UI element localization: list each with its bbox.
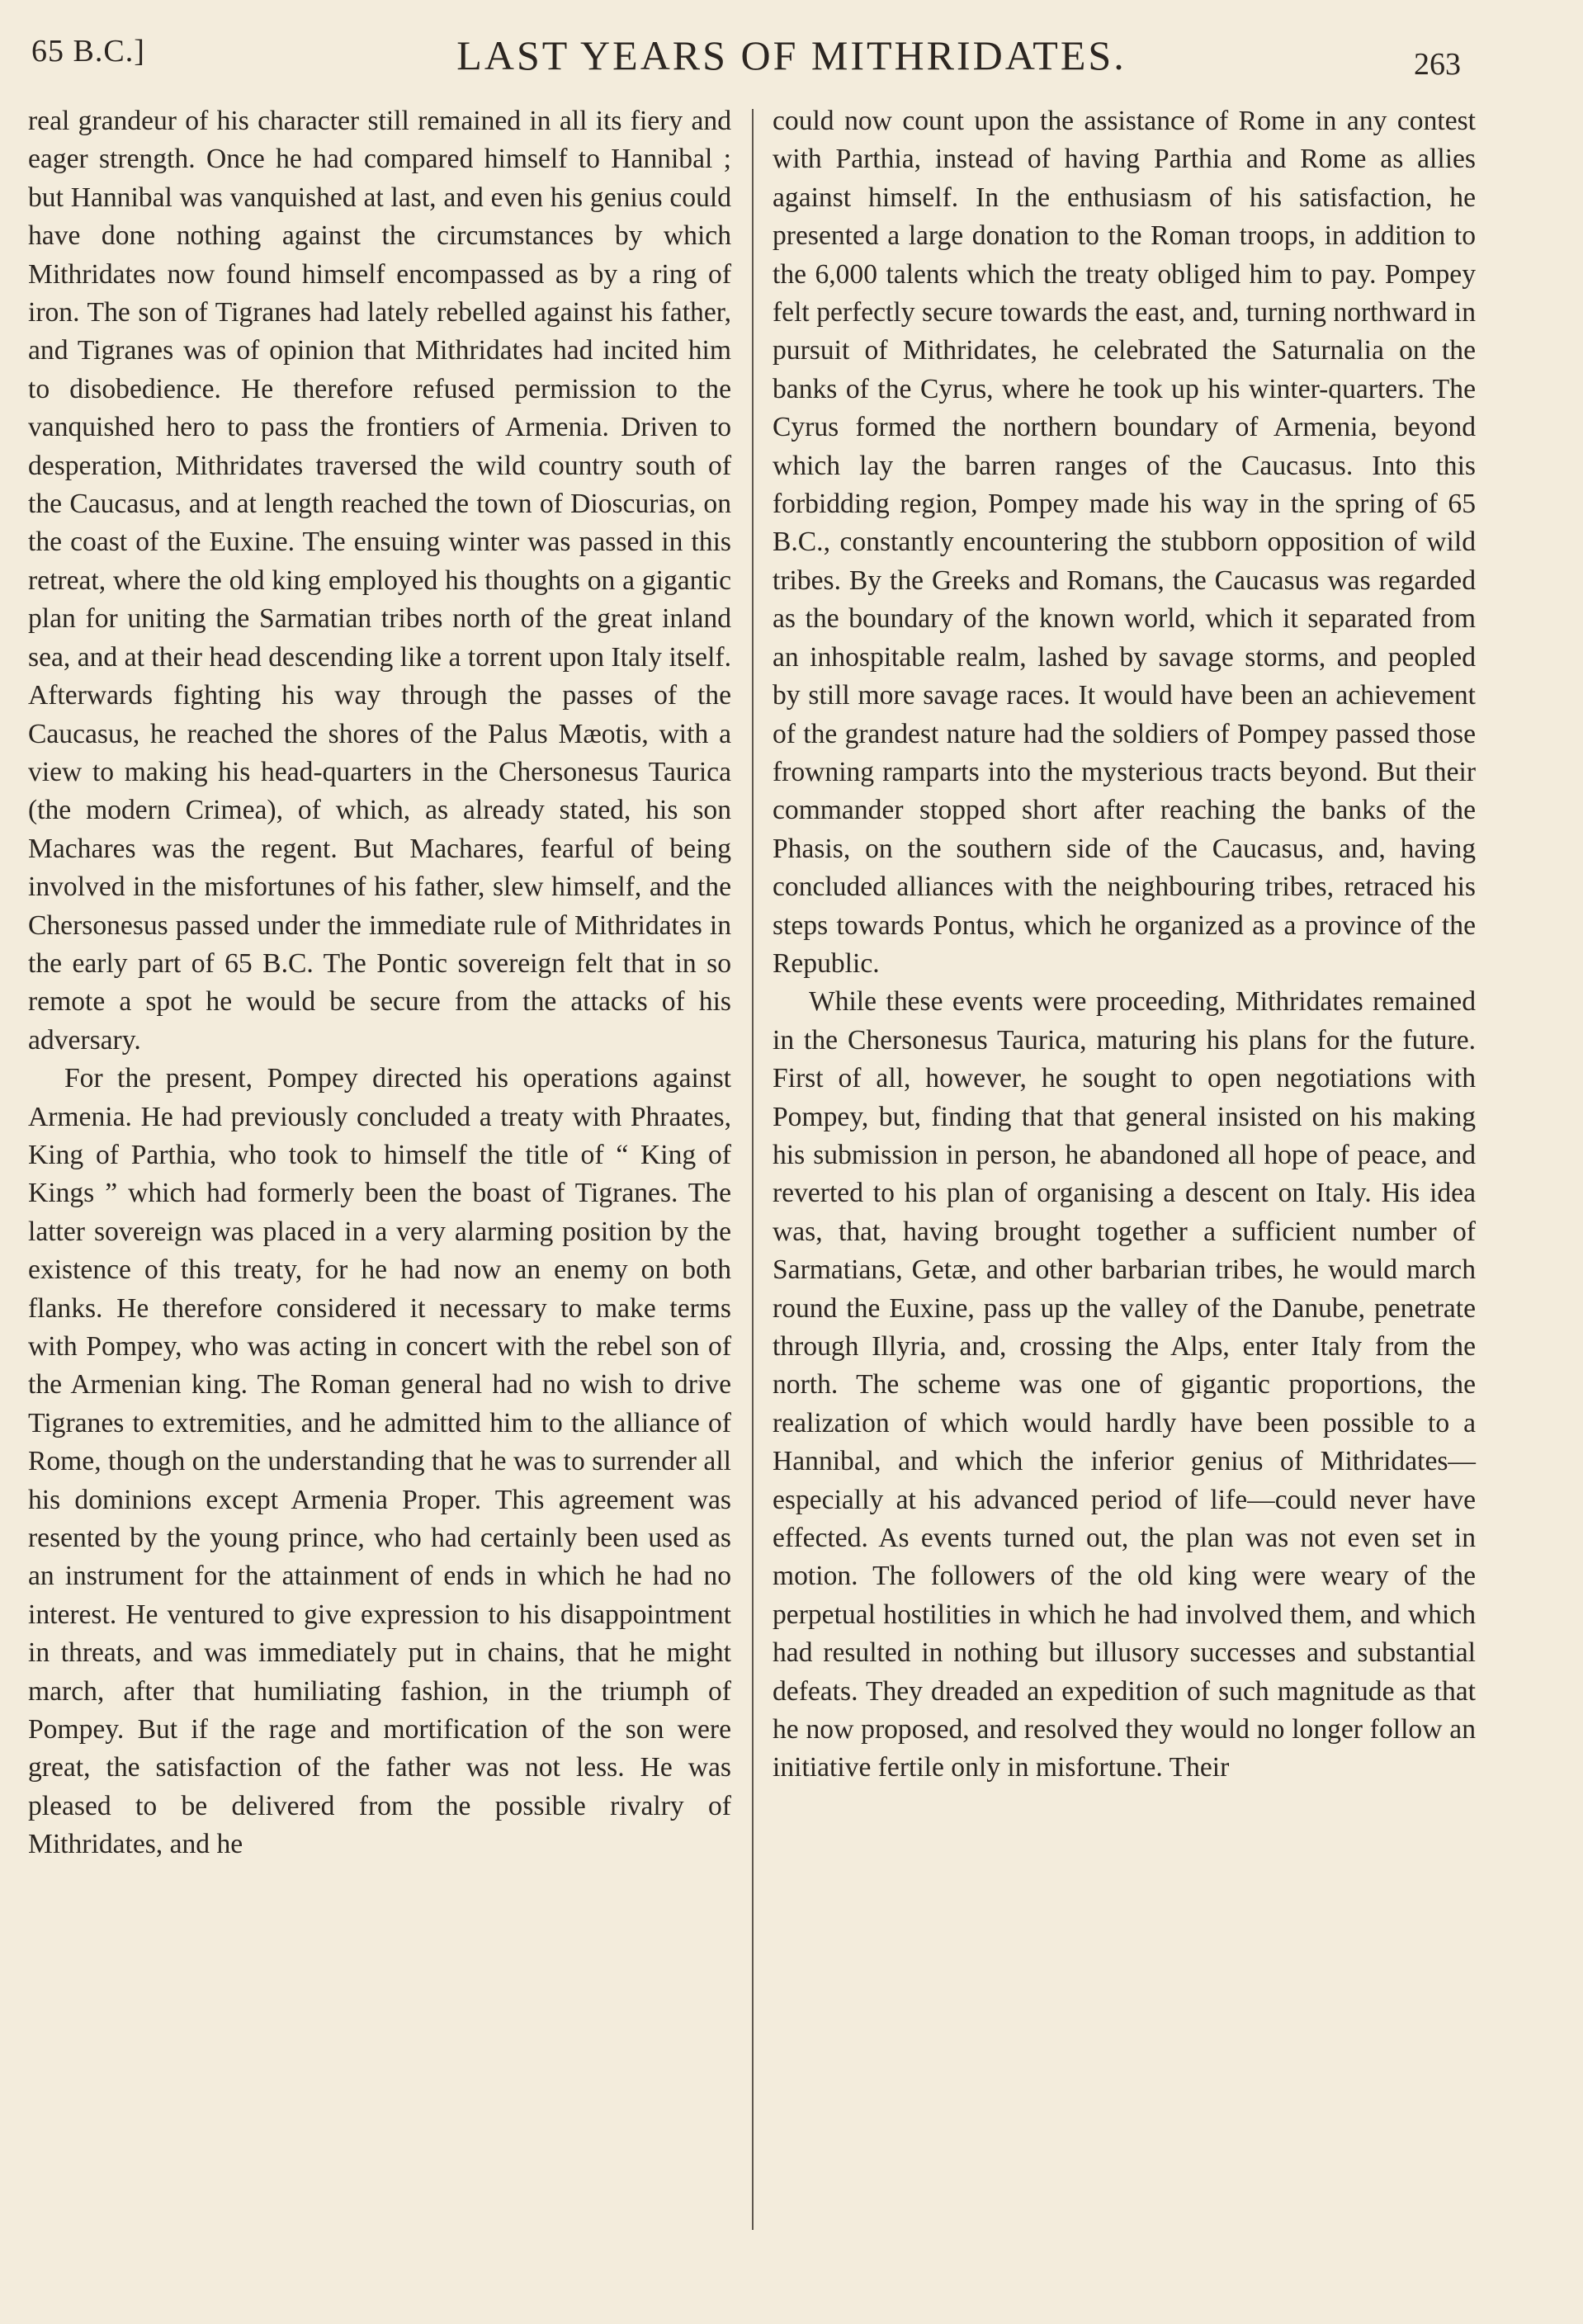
paragraph: While these events were proceeding, Mithridates remained in the Chersonesus Taurica, maturing his plans for the future. First of all, however, he sought to open negotiations with Pompey, but, finding that that general insisted on his making his submission in person, he abandoned all hope of peace, and reverted to his plan of organising a descent on Italy. His idea was, that, having brought together a sufficient number of Sarmatians, Getæ, and other barbarian tribes, he would march round the Euxine, pass up the valley of the Danube, penetrate through Illyria, and, crossing the Alps, enter Italy from the north. The scheme was one of gigantic proportions, the realization of which would hardly have been possible to a Hannibal, and which the inferior genius of Mithridates—especially at his advanced period of life—could never have effected. As events turned out, the plan was not even set in motion. The followers of the old king were weary of the perpetual hostilities in which he had involved them, and which had resulted in nothing but illusory successes and substantial defeats. They dreaded an expedition of such magnitude as that he now proposed, and resolved they would no longer follow an initiative fertile only in misfortune. Their (773, 986, 1476, 1783)
right-column (773, 102, 1476, 1788)
left-column (28, 102, 731, 1864)
paragraph: For the present, Pompey directed his operations against Armenia. He had previously concluded a treaty with Phraates, King of Parthia, who took to himself the title of “ King of Kings ” which had formerly been the boast of Tigranes. The latter sovereign was placed in a very alarming position by the existence of this treaty, for he had now an enemy on both flanks. He therefore considered it necessary to make terms with Pompey, who was acting in concert with the rebel son of the Armenian king. The Roman general had no wish to drive Tigranes to extremities, and he admitted him to the alliance of Rome, though on the understanding that he was to surrender all his dominions except Armenia Proper. This agreement was resented by the young prince, who had certainly been used as an instrument for the attainment of ends in which he had no interest. He ventured to give expression to his disappointment in threats, and was immediately put in chains, that he might march, after that humiliating fashion, in the triumph of Pompey. But if the rage and mortification of the son were great, the satisfaction of the father was not less. He was pleased to be delivered from the possible rivalry of Mithridates, and he (28, 1063, 731, 1860)
paragraph: real grandeur of his character still remained in all its fiery and eager strength. Once he had compared himself to Hannibal ; but Hannibal was vanquished at last, and even his genius could have done nothing against the circumstances by which Mithridates now found himself encompassed as by a ring of iron. The son of Tigranes had lately rebelled against his father, and Tigranes was of opinion that Mithridates had incited him to disobedience. He therefore refused permission to the vanquished hero to pass the frontiers of Armenia. Driven to desperation, Mithridates traversed the wild country south of the Caucasus, and at length reached the town of Dioscurias, on the coast of the Euxine. The ensuing winter was passed in this retreat, where the old king employed his thoughts on a gigantic plan for uniting the Sarmatian tribes north of the great inland sea, and at their head descending like a torrent upon Italy itself. Afterwards fighting his way through the passes of the Caucasus, he reached the shores of the Palus Mæotis, with a view to making his head-quarters in the Chersonesus Taurica (the modern Crimea), of which, as already stated, his son Machares was the regent. But Machares, fearful of being involved in the misfortunes of his father, slew himself, and the Chersonesus passed under the immediate rule of Mithridates in the early part of 65 B.C. The Pontic sovereign felt that in so remote a spot he would be secure from the attacks of his adversary. (28, 106, 731, 1056)
paragraph: could now count upon the assistance of Rome in any contest with Parthia, instead of having Parthia and Rome as allies against himself. In the enthusiasm of his satisfaction, he presented a large donation to the Roman troops, in addition to the 6,000 talents which the treaty obliged him to pay. Pompey felt perfectly secure towards the east, and, turning northward in pursuit of Mithridates, he celebrated the Saturnalia on the banks of the Cyrus, where he took up his winter-quarters. The Cyrus formed the northern boundary of Armenia, beyond which lay the barren ranges of the Caucasus. Into this forbidding region, Pompey made his way in the spring of 65 B.C., constantly encountering the stubborn opposition of wild tribes. By the Greeks and Romans, the Caucasus was regarded as the boundary of the known world, which it separated from an inhospitable realm, lashed by savage storms, and peopled by still more savage races. It would have been an achievement of the grandest nature had the soldiers of Pompey passed those frowning ramparts into the mysterious tracts beyond. But their commander stopped short after reaching the banks of the Phasis, on the southern side of the Caucasus, and, having concluded alliances with the neighbouring tribes, retraced his steps towards Pontus, which he organized as a province of the Republic. (773, 106, 1476, 979)
page-number: 263 (1414, 47, 1461, 82)
running-head (0, 28, 1583, 86)
running-head-date: 65 B.C.] (31, 34, 145, 68)
running-head-title: LAST YEARS OF MITHRIDATES. (456, 32, 1127, 78)
column-divider (752, 109, 754, 2230)
